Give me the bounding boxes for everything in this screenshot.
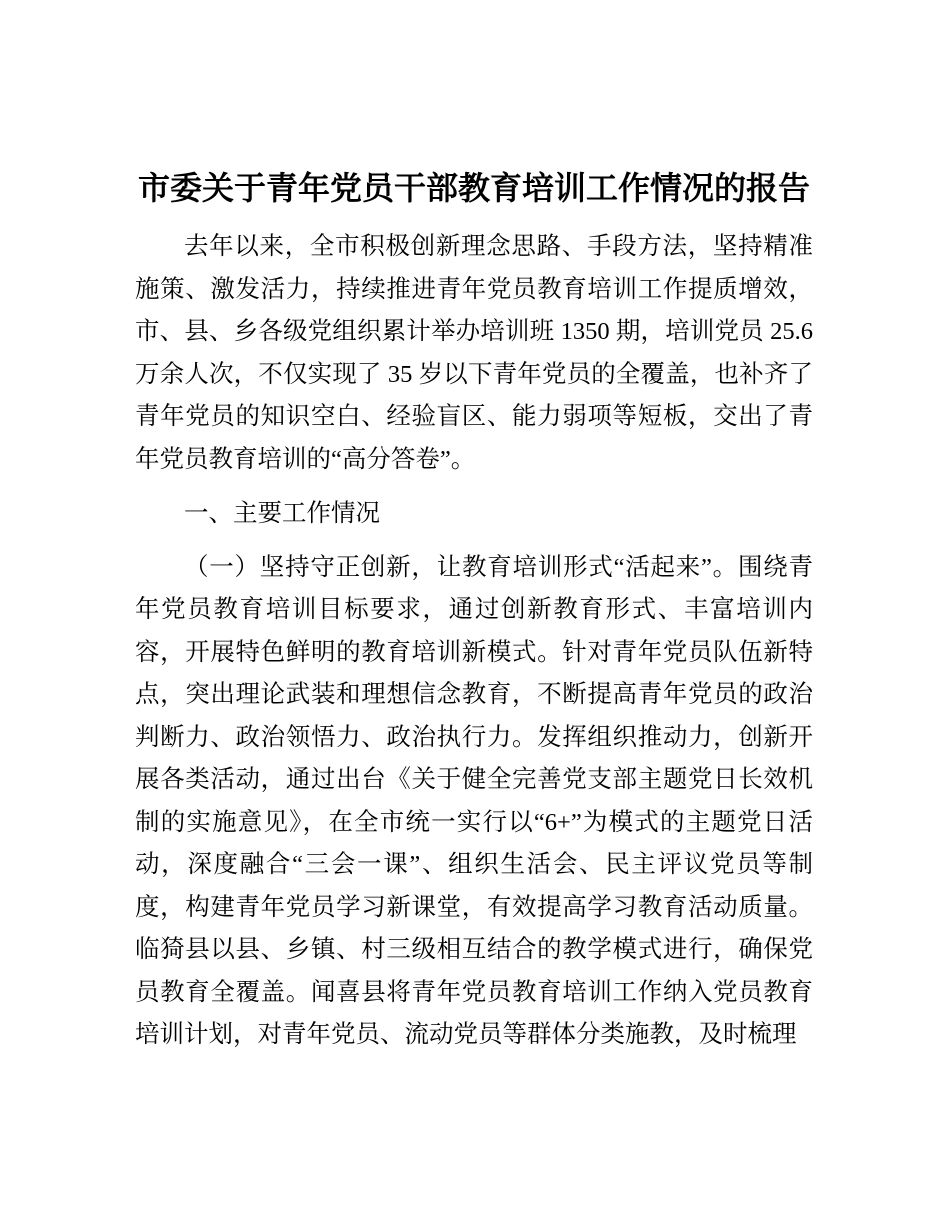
document-title: 市委关于青年党员干部教育培训工作情况的报告 — [137, 170, 810, 206]
document-content — [135, 164, 813, 1057]
section-1-paragraph: （一）坚持守正创新，让教育培训形式“活起来”。围绕青年党员教育培训目标要求，通过创新教育形式、丰富培训内容，开展特色鲜明的教育培训新模式。针对青年党员队伍新特点，突出理论武装和理想信念教育，不断提高青年党员的政治判断力、政治领悟力、政治执行力。发挥组织推动力，创新开展各类活动，通过出台《关于健全完善党支部主题党日长效机制的实施意见》，在全市统一实行以“6+”为模式的主题党日活动，深度融合“三会一课”、组织生活会、民主评议党员等制度，构建青年党员学习新课堂，有效提高学习教育活动质量。临猗县以县、乡镇、村三级相互结合的教学模式进行，确保党员教育全覆盖。闻喜县将青年党员教育培训工作纳入党员教育培训计划，对青年党员、流动党员等群体分类施教，及时梳理 — [135, 553, 813, 1048]
intro-paragraph: 去年以来，全市积极创新理念思路、手段方法，坚持精准施策、激发活力，持续推进青年党员教育培训工作提质增效，市、县、乡各级党组织累计举办培训班 1350 期，培训党员 25.6 万余人次，不仅实现了 35 岁以下青年党员的全覆盖，也补齐了青年党员的知识空白、经验盲区、能力弱项等短板，交出了青年党员教育培训的“高分答卷”。 — [135, 233, 813, 473]
section-heading-1: 一、主要工作情况 — [184, 500, 380, 527]
